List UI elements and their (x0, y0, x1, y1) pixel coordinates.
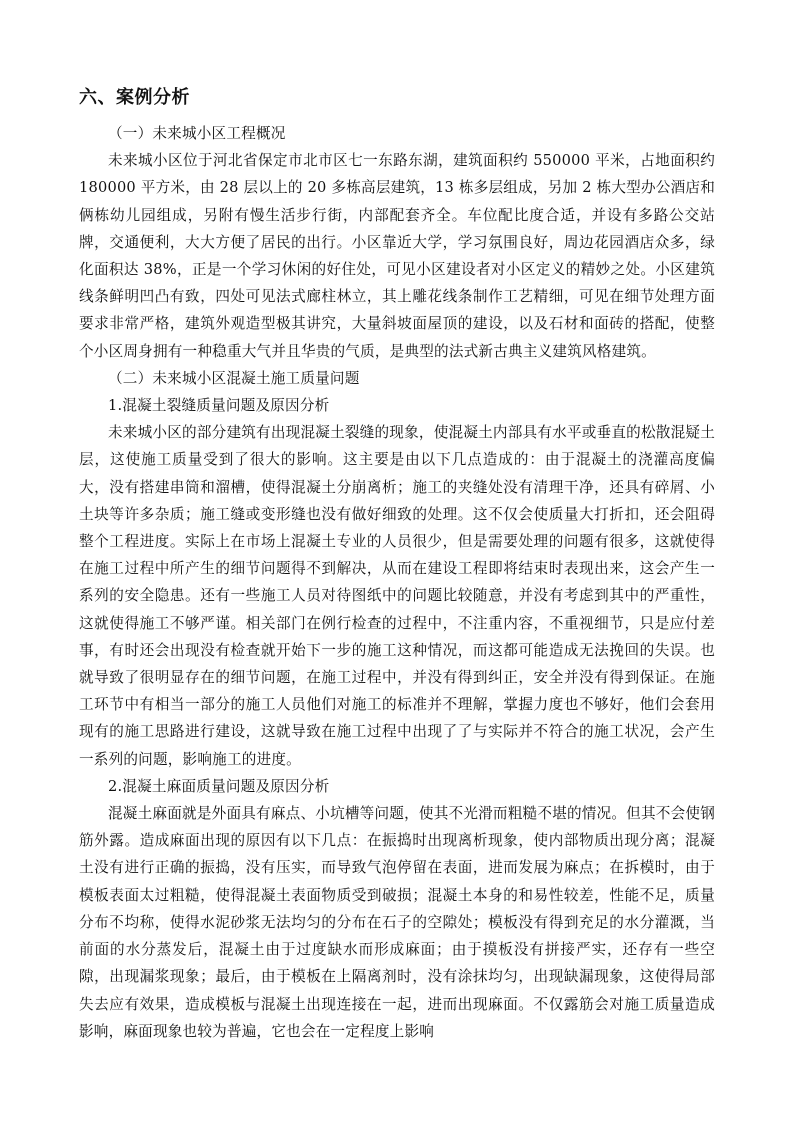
subsection-1-heading: （一）未来城小区工程概况 (108, 125, 286, 142)
section-title: 六、案例分析 (79, 87, 190, 108)
document-body (79, 120, 715, 1045)
subsection-2-heading: （二）未来城小区混凝土施工质量问题 (108, 369, 360, 387)
item-1-paragraph: 未来城小区的部分建筑有出现混凝土裂缝的现象，使混凝土内部具有水平或垂直的松散混疑土层，这使施工质量受到了很大的影响。这主要是由以下几点造成的：由于混凝土的浇灌高度偏大，没有搭建串筒和溜槽，使得混凝土分崩离析；施工的夹缝处没有清理干净，还具有碎屑、小土块等许多杂质；施工缝或变形缝也没有做好细致的处理。这不仅会使质量大打折扣，还会阻碍整个工程进度。实际上在市场上混凝土专业的人员很少，但是需要处理的问题有很多，这就使得在施工过程中所产生的细节问题得不到解决，从而在建设工程即将结束时表现出来，这会产生一系列的安全隐患。还有一些施工人员对待图纸中的问题比较随意，并没有考虑到其中的严重性，这就使得施工不够严谨。相关部门在例行检查的过程中，不注重内容，不重视细节，只是应付差事，有时还会出现没有检查就开始下一步的施工这种情况，而这都可能造成无法挽回的失误。也就导致了很明显存在的细节问题，在施工过程中，并没有得到纠正，安全并没有得到保证。在施工环节中有相当一部分的施工人员他们对施工的标准并不理解，掌握力度也不够好，他们会套用现有的施工思路进行建设，这就导致在施工过程中出现了了与实际并不符合的施工状况，会产生一系列的问题，影响施工的进度。 (79, 424, 715, 768)
item-2-heading: 2.混凝土麻面质量问题及原因分析 (108, 777, 330, 795)
item-2-paragraph: 混凝土麻面就是外面具有麻点、小坑槽等问题，使其不光滑而粗糙不堪的情况。但其不会使钢筋外露。造成麻面出现的原因有以下几点：在振捣时出现离析现象，使内部物质出现分离；混凝土没有进行正确的振捣，没有压实，而导致气泡停留在表面，进而发展为麻点；在拆模时，由于模板表面太过粗糙，使得混凝土表面物质受到破损；混凝土本身的和易性较差，性能不足，质量分布不均称，使得水泥砂浆无法均匀的分布在石子的空隙处；模板没有得到充足的水分灌溉，当前面的水分蒸发后，混凝土由于过度缺水而形成麻面；由于摸板没有拼接严实，还存有一些空隙，出现漏浆现象；最后，由于模板在上隔离剂时，没有涂抹均匀，出现缺漏现象，这使得局部失去应有效果，造成模板与混凝土出现连接在一起，进而出现麻面。不仅露筋会对施工质量造成影响，麻面现象也较为普遍，它也会在一定程度上影响 (79, 805, 715, 1040)
subsection-1-paragraph: 未来城小区位于河北省保定市北市区七一东路东湖，建筑面积约 550000 平米，占地面积约 180000 平方米，由 28 层以上的 20 多栋高层建筑，13 栋多层组成，另加 2 栋大型办公酒店和俩栋幼儿园组成，另附有慢生活步行街，内部配套齐全。车位配比度合适，并设有多路公交站牌，交通便利，大大方便了居民的出行。小区靠近大学，学习氛围良好，周边花园酒店众多，绿化面积达 38%，正是一个学习休闲的好住处，可见小区建设者对小区定义的精妙之处。小区建筑线条鲜明凹凸有致，四处可见法式廊柱林立，其上雕花线条制作工艺精细，可见在细节处理方面要求非常严格，建筑外观造型极其讲究，大量斜坡面屋顶的建设，以及石材和面砖的搭配，使整个小区周身拥有一种稳重大气并且华贵的气质，是典型的法式新古典主义建筑风格建筑。 (79, 152, 715, 360)
item-1-heading: 1.混凝土裂缝质量问题及原因分析 (108, 397, 330, 415)
